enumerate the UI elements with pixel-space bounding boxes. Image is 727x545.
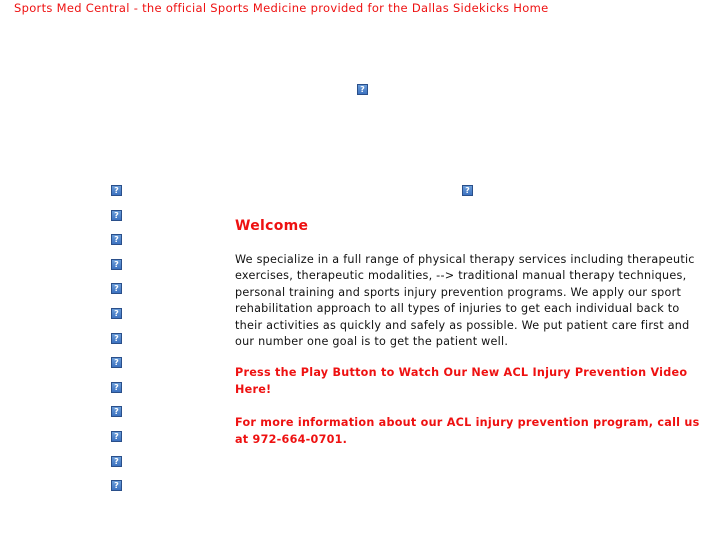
- nav-image-icon[interactable]: [111, 210, 122, 221]
- nav-image-icon[interactable]: [111, 259, 122, 270]
- banner-image-icon: [357, 84, 368, 95]
- content-image-icon: [462, 185, 473, 196]
- nav-image-icon[interactable]: [111, 382, 122, 393]
- site-title-link[interactable]: Sports Med Central - the official Sports Medicine provided for the Dallas Sidekicks Home: [14, 1, 549, 15]
- intro-paragraph: We specialize in a full range of physical therapy services including therapeutic exercises, therapeutic modalities, --> traditional manual therapy techniques, personal training and sports injury prevention programs. We apply our sport rehabilitation approach to all types of injuries to get each individual back to their activities as quickly and safely as possible. We put patient care first and our number one goal is to get the patient well.: [235, 253, 695, 349]
- nav-image-icon[interactable]: [111, 406, 122, 417]
- nav-image-icon[interactable]: [111, 185, 122, 196]
- nav-image-icon[interactable]: [111, 357, 122, 368]
- nav-image-icon[interactable]: [111, 308, 122, 319]
- acl-info-link[interactable]: For more information about our ACL injury prevention program, call us at 972-664-0701.: [235, 416, 700, 447]
- acl-video-link[interactable]: Press the Play Button to Watch Our New ACL Injury Prevention Video Here!: [235, 366, 688, 397]
- nav-image-icon[interactable]: [111, 283, 122, 294]
- nav-image-icon[interactable]: [111, 234, 122, 245]
- nav-image-icon[interactable]: [111, 456, 122, 467]
- nav-image-icon[interactable]: [111, 480, 122, 491]
- main-content: [235, 218, 705, 464]
- nav-image-icon[interactable]: [111, 333, 122, 344]
- nav-image-icon[interactable]: [111, 431, 122, 442]
- welcome-heading: Welcome: [235, 218, 309, 234]
